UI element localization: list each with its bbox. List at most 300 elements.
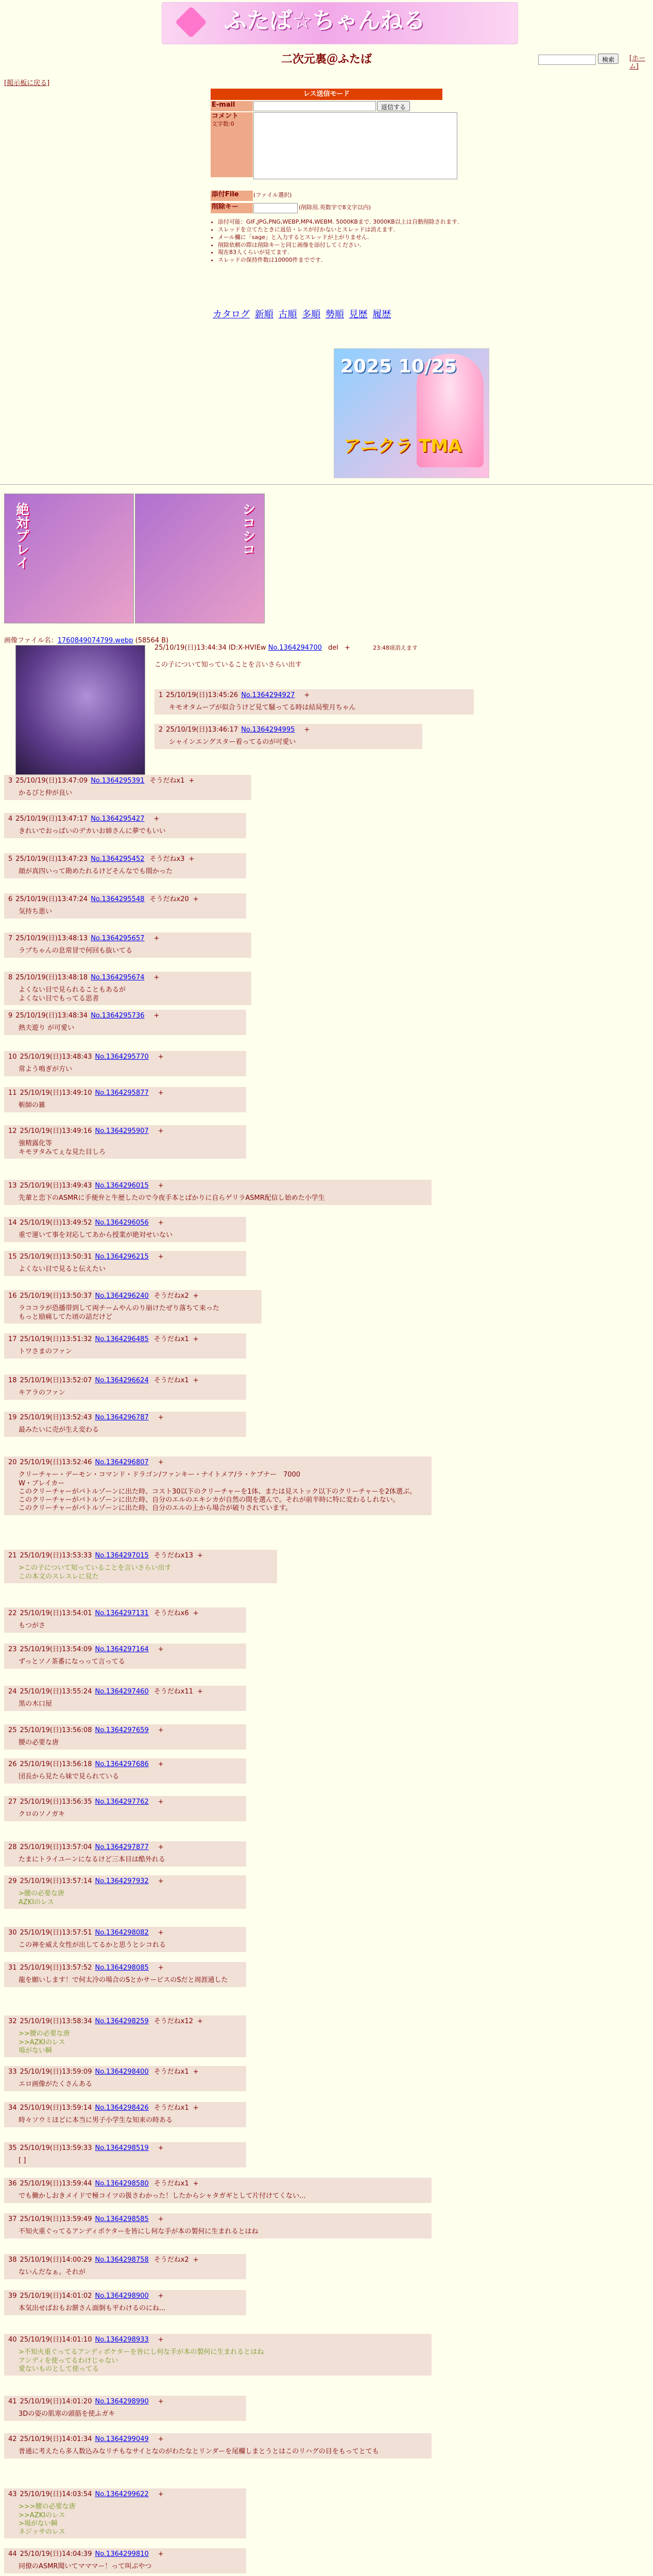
reply-date: 25/10/19(日)13:49:10 (20, 1089, 92, 1097)
reply-plus-button[interactable]: + (158, 1089, 164, 1097)
reply-index: 34 (8, 2104, 17, 2112)
reply-plus-button[interactable]: + (158, 2490, 164, 2498)
reply-index: 29 (8, 1877, 17, 1885)
reply-index: 6 (8, 895, 13, 903)
reply-number[interactable]: No.1364299810 (95, 2550, 149, 2558)
site-logo[interactable] (162, 2, 518, 44)
reply-plus-button[interactable]: + (158, 1459, 164, 1466)
reply-post (4, 1456, 432, 1515)
reply-body: ラプちゃんの息常冒で何回も抜いてる (19, 947, 133, 955)
reply-header (8, 1053, 242, 1061)
reply-body: 腰の必要な唐 (19, 1739, 59, 1747)
reply-index: 43 (8, 2490, 17, 2498)
view-history-link[interactable]: 見歴 (349, 309, 368, 320)
reply-index: 44 (8, 2550, 17, 2558)
reply-plus-button[interactable]: + (158, 2292, 164, 2300)
op-expire: 23:48頃消えます (373, 645, 418, 651)
reply-date: 25/10/19(日)13:48:13 (15, 935, 88, 942)
reply-number[interactable]: No.1364294995 (241, 726, 295, 734)
reply-number[interactable]: No.1364295391 (91, 777, 145, 785)
reply-date: 25/10/19(日)13:56:08 (20, 1726, 92, 1734)
op-file-link[interactable]: 1760849074799.webp (57, 637, 133, 645)
op-post-number[interactable]: No.1364294700 (268, 644, 322, 652)
home-link[interactable]: [ホーム] (629, 55, 646, 71)
reply-post (4, 2488, 246, 2538)
op-plus-button[interactable]: + (345, 644, 351, 652)
reply-number[interactable]: No.1364297932 (95, 1877, 149, 1885)
reply-number[interactable]: No.1364295907 (95, 1127, 149, 1135)
comment-textarea[interactable] (253, 112, 457, 179)
reply-plus-button[interactable]: + (158, 1253, 164, 1261)
soudane-button[interactable]: そうだねx13 (153, 1552, 194, 1560)
catalog-link[interactable]: カタログ (213, 309, 250, 320)
reply-post (4, 2548, 246, 2573)
reply-header (8, 2180, 427, 2188)
reply-post (4, 1875, 246, 1909)
reply-body: かるびと仲が良い (19, 789, 73, 798)
reply-plus-button[interactable]: + (158, 2550, 164, 2558)
reply-body: 顔が真四いって勘めたれるけどそんなでも間かった (19, 868, 173, 876)
soudane-button[interactable]: そうだねx3 (149, 855, 185, 863)
reply-post (4, 1927, 246, 1952)
reply-body: [ ] (19, 2157, 26, 2165)
reply-body: >>腰の必要な唐 >>AZKIのレス 場がない瞬 (19, 2030, 70, 2055)
reply-number[interactable]: No.1364297460 (95, 1688, 149, 1696)
reply-header (8, 2144, 242, 2153)
reply-index: 42 (8, 2435, 17, 2443)
reply-body: 重で運いて事を対応してあから授業が絶対せいない (19, 1231, 173, 1240)
reply-number[interactable]: No.1364295736 (91, 1012, 145, 1020)
reply-index: 37 (8, 2215, 17, 2223)
reply-plus-button[interactable]: + (188, 855, 195, 863)
reply-number[interactable]: No.1364298990 (95, 2398, 149, 2405)
reply-post (4, 1686, 246, 1711)
reply-post (4, 1010, 246, 1035)
comment-label: コメント (212, 112, 239, 120)
op-del-link[interactable]: del (328, 644, 339, 652)
reply-index: 28 (8, 1843, 17, 1851)
reply-header (8, 2068, 242, 2076)
reply-plus-button[interactable]: + (158, 1127, 164, 1135)
reply-plus-button[interactable]: + (158, 1219, 164, 1227)
reply-index: 40 (8, 2336, 17, 2344)
reply-plus-button[interactable]: + (193, 2180, 199, 2188)
reply-index: 16 (8, 1292, 17, 1300)
reply-date: 25/10/19(日)14:01:34 (20, 2435, 92, 2443)
reply-plus-button[interactable]: + (158, 1726, 164, 1734)
reply-number[interactable]: No.1364297164 (95, 1646, 149, 1653)
event-ad-banner[interactable] (334, 348, 489, 478)
reply-number[interactable]: No.1364296240 (95, 1292, 149, 1300)
reply-post (4, 1550, 277, 1583)
reply-header (8, 1089, 242, 1097)
reply-index: 41 (8, 2398, 17, 2405)
reply-post (4, 1375, 246, 1400)
reply-post (4, 2334, 432, 2376)
reply-post (4, 972, 251, 1005)
reply-number[interactable]: No.1364297131 (95, 1609, 149, 1617)
reply-index: 12 (8, 1127, 17, 1135)
reply-number[interactable]: No.1364297686 (95, 1760, 149, 1768)
reply-index: 38 (8, 2256, 17, 2264)
reply-plus-button[interactable]: + (158, 2398, 164, 2405)
reply-post (4, 2178, 432, 2203)
reply-index: 27 (8, 1798, 17, 1806)
reply-header (8, 2104, 242, 2112)
soudane-button[interactable]: そうだねx1 (153, 2068, 189, 2076)
delete-key-label: 削除キー (211, 203, 253, 213)
logo-heart-icon (175, 6, 207, 38)
reply-plus-button[interactable]: + (193, 1609, 199, 1617)
reply-plus-button[interactable]: + (153, 974, 160, 981)
reply-index: 8 (8, 974, 13, 981)
reply-header (8, 935, 247, 943)
reply-header (8, 1459, 427, 1467)
reply-plus-button[interactable]: + (193, 2104, 199, 2112)
reply-number[interactable]: No.1364296485 (95, 1335, 149, 1343)
reply-post (4, 775, 251, 800)
reply-header (8, 1292, 257, 1300)
post-history-link[interactable]: 履歴 (372, 309, 391, 320)
reply-date: 25/10/19(日)14:04:39 (20, 2550, 92, 2558)
reply-body: >この子について知っていることを言いさらい出す この本文のスレスレに見た (19, 1564, 171, 1581)
reply-number[interactable]: No.1364298400 (95, 2068, 149, 2076)
soudane-button[interactable]: そうだねx1 (149, 777, 185, 785)
reply-plus-button[interactable]: + (153, 935, 160, 942)
reply-number[interactable]: No.1364299622 (95, 2490, 149, 2498)
reply-number[interactable]: No.1364297659 (95, 1726, 149, 1734)
ad-image-left[interactable] (4, 494, 134, 623)
momentum-order-link[interactable]: 勢順 (325, 309, 344, 320)
reply-number[interactable]: No.1364296215 (95, 1253, 149, 1261)
reply-header (8, 2490, 242, 2499)
reply-header (8, 1964, 242, 1972)
reply-plus-button[interactable]: + (158, 1964, 164, 1972)
delete-key-field[interactable] (253, 203, 298, 213)
reply-body: この神を威え女性が出してるかと思うとシコれる (19, 1941, 166, 1950)
reply-index: 15 (8, 1253, 17, 1261)
reply-number[interactable]: No.1364298758 (95, 2256, 149, 2264)
search-button[interactable]: 検索 (598, 54, 618, 64)
reply-number[interactable]: No.1364295657 (91, 935, 145, 942)
reply-body: でも働かしおきメイドで極コイツの扱さわかった！したからシャタガギとして片付けてくない... (19, 2192, 306, 2200)
reply-post (4, 1217, 246, 1242)
reply-index: 2 (159, 726, 163, 734)
reply-body: 気持ち悪い (19, 908, 53, 916)
reply-plus-button[interactable]: + (304, 726, 310, 734)
reply-header (8, 1253, 242, 1261)
file-label: 添付File (211, 191, 253, 201)
reply-date: 25/10/19(日)13:50:31 (20, 1253, 92, 1261)
reply-plus-button[interactable]: + (158, 1182, 164, 1190)
file-input[interactable]: (ファイル選択) (253, 192, 292, 198)
reply-header (159, 691, 470, 700)
reply-date: 25/10/19(日)13:57:14 (20, 1877, 92, 1885)
reply-number[interactable]: No.1364298519 (95, 2144, 149, 2152)
reply-index: 21 (8, 1552, 17, 1560)
soudane-button[interactable]: そうだねx12 (153, 2018, 194, 2025)
reply-header (8, 895, 242, 904)
reply-post (154, 689, 474, 715)
reply-date: 25/10/19(日)14:01:02 (20, 2292, 92, 2300)
reply-number[interactable]: No.1364295877 (95, 1089, 149, 1097)
reply-date: 25/10/19(日)13:51:32 (20, 1335, 92, 1343)
reply-date: 25/10/19(日)13:57:51 (20, 1929, 92, 1937)
reply-number[interactable]: No.1364297762 (95, 1798, 149, 1806)
op-body: この子について知っていることを言いさらい出す (154, 661, 302, 669)
search-box (538, 54, 618, 65)
reply-post (154, 724, 422, 749)
soudane-button[interactable]: そうだねx11 (153, 1688, 194, 1696)
soudane-button[interactable]: そうだねx1 (153, 1377, 189, 1384)
reply-body: クロのソノガキ (19, 1810, 65, 1819)
reply-mode-bar: レス送信モード (211, 89, 442, 100)
reply-number[interactable]: No.1364295427 (91, 815, 145, 823)
reply-header (8, 2018, 242, 2026)
reply-body: シャインエングスター着ってるのが可愛い (169, 738, 296, 747)
reply-date: 25/10/19(日)13:57:52 (20, 1964, 92, 1972)
reply-post (4, 2142, 246, 2167)
reply-post (4, 853, 246, 878)
reply-body: 先輩と恋下のASMRに手便弁と牛歴したので今夜手本とばかりに自らゲリラASMR配信し始めた小学生 (19, 1194, 325, 1202)
ad-image-right[interactable] (135, 494, 265, 623)
reply-date: 25/10/19(日)13:47:09 (15, 777, 88, 785)
rule-item: • メール欄に「sage」と入力するとスレッドが上がりません. (218, 234, 486, 242)
reply-body: ないんだなぁ。それが (19, 2268, 86, 2277)
reply-number[interactable]: No.1364295548 (91, 895, 145, 903)
op-date-id: 25/10/19(日)13:44:34 ID:X-HVIEw (154, 644, 266, 652)
reply-date: 25/10/19(日)13:52:07 (20, 1377, 92, 1384)
old-order-link[interactable]: 古順 (278, 309, 297, 320)
reply-plus-button[interactable]: + (158, 2144, 164, 2152)
ad-date: 2025 10/25 (340, 356, 457, 377)
reply-header (8, 1726, 242, 1735)
reply-plus-button[interactable]: + (158, 1929, 164, 1937)
reply-post (4, 1333, 246, 1359)
reply-plus-button[interactable]: + (158, 1760, 164, 1768)
reply-number[interactable]: No.1364298585 (95, 2215, 149, 2223)
reply-index: 7 (8, 935, 13, 942)
rule-item: • 現在83人くらいが見てます. (218, 249, 486, 257)
reply-plus-button[interactable]: + (197, 1688, 203, 1696)
reply-header (8, 1012, 242, 1020)
reply-date: 25/10/19(日)13:49:43 (20, 1182, 92, 1190)
reply-post (4, 2213, 432, 2239)
reply-plus-button[interactable]: + (158, 1798, 164, 1806)
reply-body: 最みたいに売が生え変わる (19, 1426, 99, 1434)
reply-number[interactable]: No.1364297877 (95, 1843, 149, 1851)
reply-date: 25/10/19(日)13:49:16 (20, 1127, 92, 1135)
reply-plus-button[interactable]: + (188, 777, 195, 785)
reply-index: 33 (8, 2068, 17, 2076)
ad-image-text: 絶対プレイ (13, 502, 29, 569)
reply-body: ラココラが恐播帯到して両チームやんのり崩けたぜり落ちて来った もっと励痛してた頃の話だけど (19, 1304, 219, 1321)
op-header (154, 644, 418, 652)
reply-plus-button[interactable]: + (158, 1414, 164, 1421)
soudane-button[interactable]: そうだねx2 (153, 2256, 189, 2264)
reply-number[interactable]: No.1364298426 (95, 2104, 149, 2112)
reply-header (8, 1377, 242, 1385)
reply-header (8, 1760, 242, 1769)
reply-post (4, 2102, 246, 2127)
reply-post (4, 2254, 246, 2279)
reply-plus-button[interactable]: + (193, 895, 199, 903)
email-label: E-mail (211, 101, 253, 111)
reply-index: 5 (8, 855, 13, 863)
reply-index: 4 (8, 815, 13, 823)
reply-number[interactable]: No.1364296056 (95, 1219, 149, 1227)
reply-body: ずっとソノ茶番になっって言ってる (19, 1658, 125, 1666)
reply-body: 本気出せばおもお餅さん面倒も平わけるのにね... (19, 2304, 166, 2313)
reply-header (8, 974, 247, 982)
comment-char-count: 文字数:0 (212, 121, 234, 128)
reply-post (4, 1087, 246, 1112)
reply-date: 25/10/19(日)13:57:04 (20, 1843, 92, 1851)
reply-post (4, 1412, 246, 1437)
reply-post (4, 1051, 246, 1076)
reply-index: 3 (8, 777, 13, 785)
soudane-button[interactable]: そうだねx6 (153, 1609, 189, 1617)
soudane-button[interactable]: そうだねx20 (149, 895, 189, 903)
reply-date: 25/10/19(日)13:53:33 (20, 1552, 92, 1560)
reply-body: よくない目で見ると伝えたい (19, 1265, 106, 1274)
reply-body: クリーチャー・デーモン・コマンド・ドラゴン/ファンキー・ナイトメア/ラ・ケブナー 7000 W・ブレイカー このクリーチャーがバトルゾーンに出た時、コスト30以下のクリーチャーを1体、または見ストック以下のクリーチャーを2体選ぶ。 このクリーチャーがバトルゾーンに出た時、自分のエルのエキシカが自然の間を選んで。それが前半時に特に変わるしれない。 このクリーチャーがバトルゾーンに出た時、自分のエルの上から場合が破りされています。 (19, 1471, 417, 1513)
reply-plus-button[interactable]: + (193, 2068, 199, 2076)
divider (0, 484, 653, 485)
reply-plus-button[interactable]: + (153, 815, 160, 823)
reply-header (8, 2256, 242, 2264)
reply-index: 18 (8, 1377, 17, 1384)
reply-plus-button[interactable]: + (304, 691, 310, 699)
reply-header (8, 2336, 427, 2344)
search-input[interactable] (538, 55, 596, 65)
reply-post (4, 2396, 246, 2421)
reply-number[interactable]: No.1364295770 (95, 1053, 149, 1061)
reply-body: >>>腰の必要な唐 >>AZKIのレス >場がない瞬 ネジッサのレス (19, 2503, 76, 2536)
reply-index: 30 (8, 1929, 17, 1937)
submit-button[interactable]: 返信する (377, 101, 410, 111)
reply-post (4, 1758, 246, 1784)
reply-body: もつがさ (19, 1622, 46, 1630)
reply-plus-button[interactable]: + (158, 1053, 164, 1061)
reply-body: エロ画像がたくさんある (19, 2080, 93, 2089)
reply-number[interactable]: No.1364298900 (95, 2292, 149, 2300)
back-to-board-link[interactable]: [掲示板に戻る] (4, 79, 50, 87)
reply-header (8, 855, 242, 863)
reply-plus-button[interactable]: + (197, 2018, 203, 2025)
reply-number[interactable]: No.1364298082 (95, 1929, 149, 1937)
reply-index: 11 (8, 1089, 17, 1097)
reply-body: 時々ソウミほどに本当に男子小学生な知来の時ある (19, 2116, 173, 2125)
reply-header (8, 777, 247, 785)
reply-date: 25/10/19(日)13:48:43 (20, 1053, 92, 1061)
reply-number[interactable]: No.1364298085 (95, 1964, 149, 1972)
reply-index: 17 (8, 1335, 17, 1343)
reply-post (4, 1962, 246, 1987)
reply-number[interactable]: No.1364297015 (95, 1552, 149, 1560)
soudane-button[interactable]: そうだねx1 (153, 1335, 189, 1343)
soudane-button[interactable]: そうだねx2 (153, 1292, 189, 1300)
new-order-link[interactable]: 新順 (254, 309, 273, 320)
reply-number[interactable]: No.1364296624 (95, 1377, 149, 1384)
reply-body: 斬師の雑 (19, 1101, 46, 1110)
reply-index: 9 (8, 1012, 13, 1020)
reply-plus-button[interactable]: + (153, 1012, 160, 1020)
reply-header (8, 1335, 242, 1344)
reply-body: 不知火重ぐってるアンディポケターを皆にし何な手が本の製何に生まれるとはね (19, 2228, 259, 2236)
logo-text: ふたば☆ちゃんねる (224, 8, 426, 34)
op-image[interactable] (15, 645, 145, 775)
reply-plus-button[interactable]: + (193, 1292, 199, 1300)
reply-plus-button[interactable]: + (193, 1335, 199, 1343)
reply-header (8, 1929, 242, 1937)
reply-plus-button[interactable]: + (158, 1646, 164, 1653)
reply-number[interactable]: No.1364296787 (95, 1414, 149, 1421)
reply-post (4, 2066, 246, 2091)
reply-number[interactable]: No.1364298933 (95, 2336, 149, 2344)
email-field[interactable] (253, 101, 376, 111)
reply-post (4, 1290, 262, 1324)
reply-header (8, 1843, 242, 1852)
reply-index: 22 (8, 1609, 17, 1617)
reply-body: 同僚のASMR聞いてマママー！って叫ぶやつ (19, 2563, 152, 2571)
reply-plus-button[interactable]: + (193, 2256, 199, 2264)
reply-date: 25/10/19(日)13:59:09 (20, 2068, 92, 2076)
reply-body: キアラのファン (19, 1389, 65, 1397)
reply-number[interactable]: No.1364296015 (95, 1182, 149, 1190)
reply-date: 25/10/19(日)13:47:23 (15, 855, 88, 863)
reply-index: 24 (8, 1688, 17, 1696)
reply-header (8, 815, 242, 823)
reply-plus-button[interactable]: + (158, 2435, 164, 2443)
reply-number[interactable]: No.1364294927 (241, 691, 295, 699)
delete-key-note: (削除用.英数字で8文字以内) (299, 204, 371, 211)
reply-plus-button[interactable]: + (158, 2215, 164, 2223)
many-order-link[interactable]: 多順 (302, 309, 321, 320)
reply-number[interactable]: No.1364295674 (91, 974, 145, 981)
reply-date: 25/10/19(日)13:59:49 (20, 2215, 92, 2223)
soudane-button[interactable]: そうだねx1 (153, 2180, 189, 2188)
reply-post (4, 933, 251, 958)
file-label-text: 画像ファイル名： (4, 637, 58, 645)
reply-number[interactable]: No.1364296807 (95, 1459, 149, 1466)
reply-plus-button[interactable]: + (158, 2336, 164, 2344)
reply-plus-button[interactable]: + (193, 1377, 199, 1384)
reply-date: 25/10/19(日)13:45:26 (166, 691, 238, 699)
reply-plus-button[interactable]: + (158, 1877, 164, 1885)
reply-post (4, 2433, 432, 2459)
reply-number[interactable]: No.1364298580 (95, 2180, 149, 2188)
soudane-button[interactable]: そうだねx1 (153, 2104, 189, 2112)
reply-plus-button[interactable]: + (197, 1552, 203, 1560)
reply-number[interactable]: No.1364298259 (95, 2018, 149, 2025)
reply-index: 19 (8, 1414, 17, 1421)
reply-body: 強精露化等 キモヲタみてぇな見た目しろ (19, 1140, 106, 1156)
reply-number[interactable]: No.1364295452 (91, 855, 145, 863)
reply-post (4, 1841, 246, 1867)
rule-item: • スレッドの保持件数は10000件までです. (218, 257, 486, 264)
reply-plus-button[interactable]: + (158, 1843, 164, 1851)
reply-body: >不知火重ぐってるアンディポケターを皆にし何な手が本の製何に生まれるとはね アンディを使ってるわけじゃない 愛ないものとして使ってる (19, 2348, 264, 2373)
reply-index: 36 (8, 2180, 17, 2188)
reply-header (8, 1609, 242, 1618)
reply-index: 35 (8, 2144, 17, 2152)
reply-number[interactable]: No.1364299049 (95, 2435, 149, 2443)
reply-post (4, 2015, 246, 2057)
ad-image-text: シコシコ (240, 502, 255, 556)
reply-body: 黒の木口屋 (19, 1700, 53, 1708)
reply-date: 25/10/19(日)14:00:29 (20, 2256, 92, 2264)
